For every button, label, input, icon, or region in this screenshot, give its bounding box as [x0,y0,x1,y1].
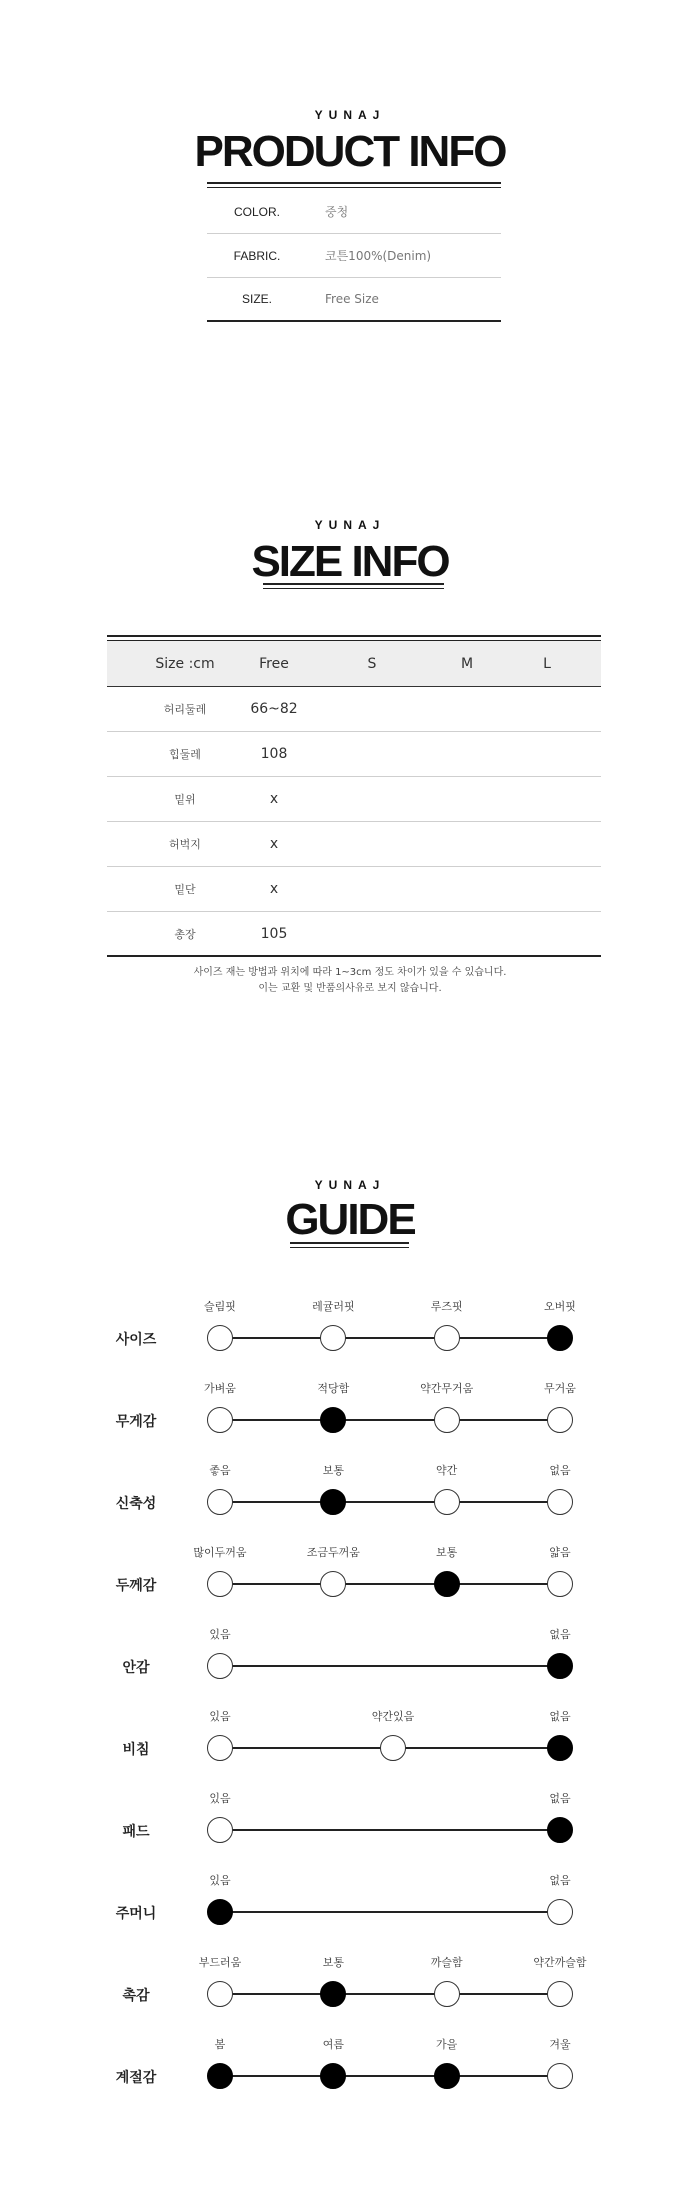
table-row [107,867,601,912]
guide-scale-line [220,2075,560,2077]
guide-option-label: 없음 [549,1792,571,1805]
guide-title: GUIDE [285,1195,415,1244]
guide-option-dot-selected [320,2063,346,2089]
row-label: 총장 [174,927,196,941]
guide-option-label: 있음 [209,1874,231,1887]
measurement-note: 사이즈 재는 방법과 위치에 따라 1~3cm 정도 차이가 있을 수 있습니다. [193,967,507,978]
row-label: FABRIC. [233,248,281,263]
header-size: Size :cm [155,655,215,672]
table-row [107,822,601,867]
brand-name: YUNAJ [314,108,386,122]
size-table-header [107,641,601,687]
title-underline [207,182,501,188]
row-label: 허벅지 [169,838,201,851]
guide-option-dot-selected [547,1735,573,1761]
row-value: Free Size [325,292,379,306]
guide-row-label: 안감 [122,1660,150,1676]
guide-option-label: 부드러움 [198,1956,242,1969]
row-label: COLOR. [233,204,280,219]
guide-row-label: 무게감 [115,1414,157,1430]
product-info-row-size [207,278,501,322]
guide-option-dot [547,2063,573,2089]
guide-option-dot-selected [320,1489,346,1515]
row-free: 108 [260,746,288,762]
title-underline [290,1242,409,1248]
guide-option-label: 약간무거움 [420,1382,474,1395]
guide-option-dot [547,1489,573,1515]
guide-scale-line [220,1829,560,1831]
guide-option-dot [547,1571,573,1597]
guide-option-label: 없음 [549,1710,571,1723]
row-label: SIZE. [241,292,272,306]
row-value: 코튼100%(Denim) [325,249,432,263]
row-label: 힙둘레 [169,748,201,761]
header-l: L [543,655,551,672]
guide-scale-line [220,1337,560,1339]
guide-option-label: 가벼움 [204,1382,236,1395]
guide-option-dot [207,1653,233,1679]
guide-option-dot [320,1571,346,1597]
guide-option-dot [434,1981,460,2007]
guide-option-dot [207,1735,233,1761]
guide-scale-line [220,1665,560,1667]
guide-option-label: 약간 [436,1464,458,1477]
guide-row-label: 주머니 [115,1906,157,1922]
guide-option-label: 오버핏 [544,1300,576,1313]
guide-option-label: 있음 [209,1628,231,1641]
guide-row-label: 촉감 [122,1988,150,2004]
guide-row-label: 패드 [122,1824,150,1840]
table-row [107,912,601,957]
guide-scale-line [220,1993,560,1995]
guide-option-dot [434,1407,460,1433]
guide-option-dot-selected [547,1325,573,1351]
guide-option-label: 슬림핏 [204,1300,236,1313]
brand-name: YUNAJ [314,1178,386,1192]
guide-option-label: 보통 [322,1464,344,1477]
guide-option-label: 조금두꺼움 [306,1546,360,1559]
guide-option-dot-selected [434,2063,460,2089]
row-free: 66~82 [250,701,298,717]
guide-option-dot [207,1817,233,1843]
guide-option-label: 까슬함 [430,1956,463,1969]
guide-option-label: 적당함 [317,1382,350,1395]
header-m: M [460,655,474,672]
guide-option-dot [380,1735,406,1761]
table-row [107,687,601,732]
guide-scale-line [220,1419,560,1421]
guide-row-label: 두께감 [115,1578,157,1594]
guide-row-label: 사이즈 [115,1332,157,1348]
product-info-title: PRODUCT INFO [194,127,506,176]
guide-option-label: 없음 [549,1464,571,1477]
guide-scale-line [220,1911,560,1913]
guide-scale-line [220,1583,560,1585]
guide-option-label: 많이두꺼움 [193,1546,247,1559]
guide-option-dot [207,1407,233,1433]
guide-option-dot-selected [547,1653,573,1679]
guide-option-dot-selected [207,1899,233,1925]
guide-option-dot-selected [547,1817,573,1843]
guide-option-dot [207,1325,233,1351]
product-info-row-fabric [207,234,501,278]
exchange-note: 이는 교환 및 반품의사유로 보지 않습니다. [258,983,442,994]
row-label: 밑단 [174,883,196,896]
guide-option-label: 레귤러핏 [312,1300,355,1313]
row-value: 중청 [325,205,349,219]
product-info-row-color [207,190,501,234]
guide-option-dot-selected [320,1407,346,1433]
guide-row-label: 계절감 [115,2070,157,2086]
guide-option-label: 있음 [209,1792,231,1805]
title-underline [263,583,444,589]
guide-option-label: 겨울 [549,2038,571,2051]
guide-option-label: 무거움 [544,1382,576,1395]
guide-option-label: 가을 [436,2038,458,2051]
table-row [107,777,601,822]
guide-option-label: 여름 [322,2038,344,2051]
guide-option-dot [547,1899,573,1925]
size-info-title: SIZE INFO [251,537,449,586]
guide-option-dot [547,1981,573,2007]
guide-option-dot [434,1489,460,1515]
row-free: x [269,836,279,852]
brand-name: YUNAJ [314,518,386,532]
guide-option-dot [207,1981,233,2007]
guide-option-label: 보통 [322,1956,344,1969]
guide-row-label: 비침 [122,1742,150,1758]
header-s: S [367,655,377,672]
guide-option-label: 봄 [214,2038,226,2051]
guide-option-dot [547,1407,573,1433]
table-row [107,732,601,777]
guide-option-dot [434,1325,460,1351]
row-free: 105 [260,925,288,942]
guide-option-dot-selected [207,2063,233,2089]
row-label: 허리둘레 [163,703,207,716]
guide-option-label: 없음 [549,1874,571,1887]
guide-row-label: 신축성 [115,1496,157,1512]
guide-option-dot [207,1571,233,1597]
guide-option-label: 약간까슬함 [533,1956,587,1969]
guide-option-label: 얇음 [549,1546,571,1559]
guide-option-label: 보통 [436,1546,458,1559]
guide-option-dot-selected [434,1571,460,1597]
guide-scale-line [220,1501,560,1503]
guide-option-label: 약간있음 [371,1710,415,1723]
guide-option-dot [207,1489,233,1515]
guide-option-label: 없음 [549,1628,571,1641]
guide-option-dot-selected [320,1981,346,2007]
row-free: x [269,791,279,807]
guide-option-label: 있음 [209,1710,231,1723]
header-free: Free [259,655,289,672]
guide-option-dot [320,1325,346,1351]
guide-option-label: 루즈핏 [430,1300,463,1313]
guide-option-label: 좋음 [209,1464,231,1477]
row-free: x [269,881,279,897]
row-label: 밑위 [174,793,196,806]
